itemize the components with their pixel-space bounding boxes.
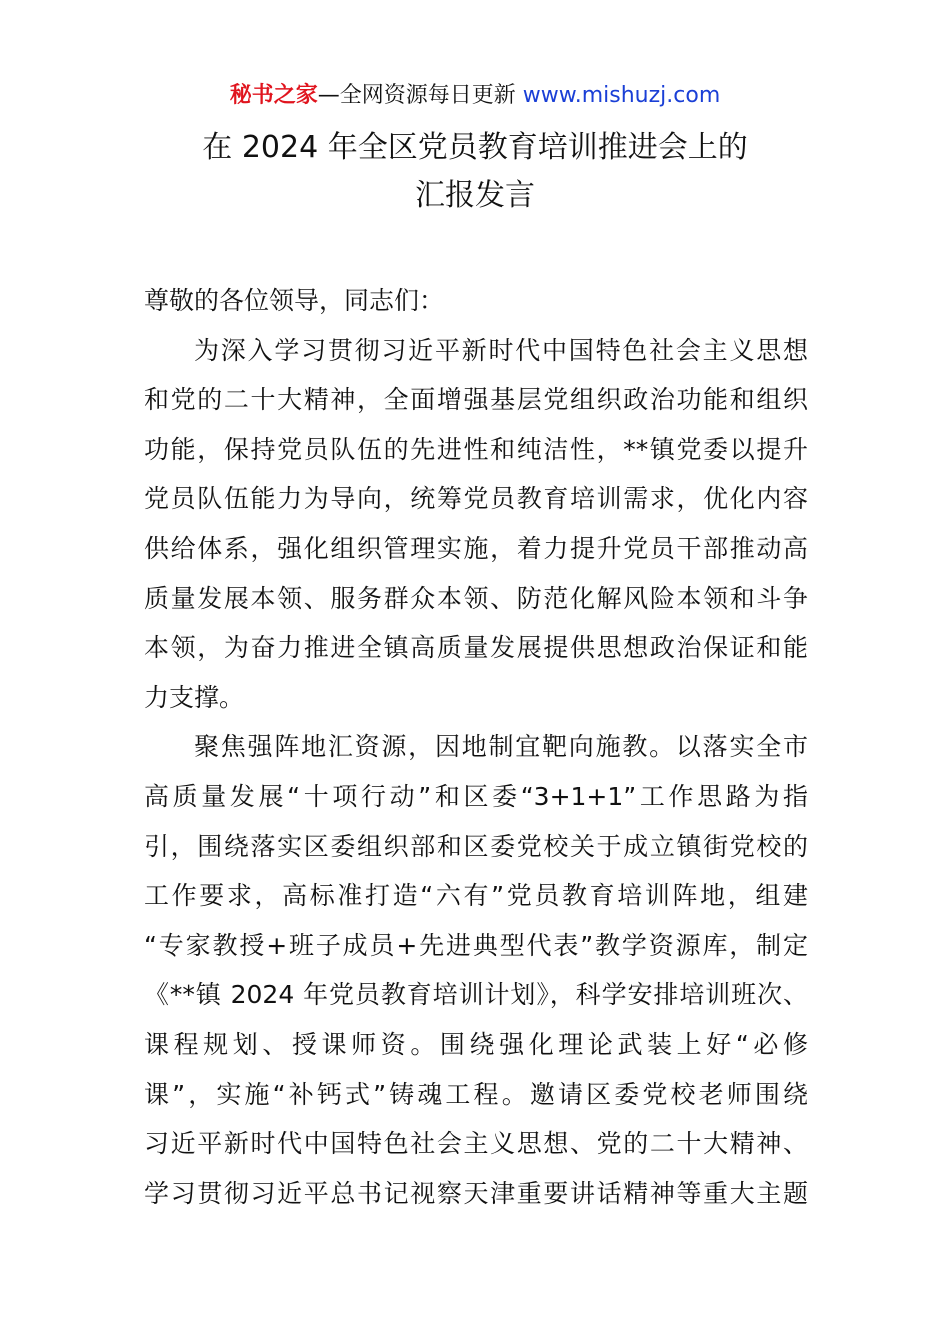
paragraph-1	[144, 326, 808, 723]
paragraph-line: 聚焦强阵地汇资源，因地制宜靶向施教。以落实全市	[194, 732, 808, 762]
paragraph-line: 习近平新时代中国特色社会主义思想、党的二十大精神、	[144, 1129, 808, 1159]
paragraph-line: 和党的二十大精神，全面增强基层党组织政治功能和组织	[144, 385, 808, 415]
document-title-line-2: 汇报发言	[415, 178, 535, 213]
paragraph-line: 《**镇 2024 年党员教育培训计划》，科学安排培训班次、	[144, 980, 808, 1010]
document-body	[144, 276, 808, 1218]
paragraph-line: 工作要求，高标准打造“六有”党员教育培训阵地，组建	[144, 881, 808, 911]
site-tagline: —全网资源每日更新	[317, 83, 523, 108]
paragraph-line: 党员队伍能力为导向，统筹党员教育培训需求，优化内容	[144, 484, 808, 514]
site-header	[0, 80, 950, 112]
paragraph-line: 质量发展本领、服务群众本领、防范化解风险本领和斗争	[144, 583, 808, 613]
paragraph-2	[144, 722, 808, 1218]
paragraph-line: “专家教授+班子成员+先进典型代表”教学资源库，制定	[144, 930, 808, 960]
paragraph-line: 本领，为奋力推进全镇高质量发展提供思想政治保证和能	[144, 633, 808, 663]
paragraph-line: 课”，实施“补钙式”铸魂工程。邀请区委党校老师围绕	[144, 1079, 808, 1109]
salutation: 尊敬的各位领导，同志们：	[144, 286, 445, 315]
paragraph-line: 力支撑。	[144, 682, 245, 712]
paragraph-line: 供给体系，强化组织管理实施，着力提升党员干部推动高	[144, 533, 808, 563]
paragraph-line: 高质量发展“十项行动”和区委“3+1+1”工作思路为指	[144, 781, 808, 811]
document-title-line-1: 在 2024 年全区党员教育培训推进会上的	[202, 130, 748, 165]
site-brand: 秘书之家	[229, 83, 318, 108]
paragraph-line: 学习贯彻习近平总书记视察天津重要讲话精神等重大主题	[144, 1178, 808, 1208]
paragraph-line: 课程规划、授课师资。围绕强化理论武装上好“必修	[144, 1029, 808, 1059]
paragraph-line: 为深入学习贯彻习近平新时代中国特色社会主义思想	[194, 335, 808, 365]
site-url-link[interactable]: www.mishuzj.com	[522, 83, 721, 108]
paragraph-line: 功能，保持党员队伍的先进性和纯洁性，**镇党委以提升	[144, 434, 808, 464]
paragraph-line: 引，围绕落实区委组织部和区委党校关于成立镇街党校的	[144, 831, 808, 861]
